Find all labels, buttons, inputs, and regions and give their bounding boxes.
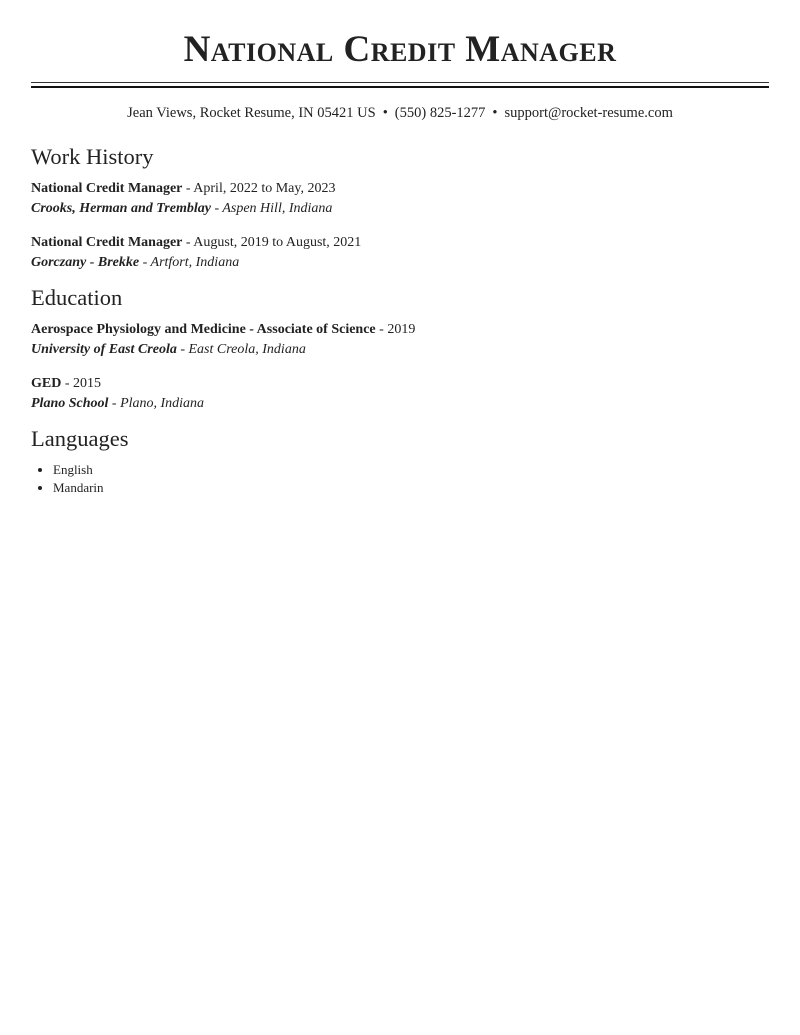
section-title-languages: Languages: [31, 426, 129, 451]
job-dates: - August, 2019 to August, 2021: [182, 235, 362, 250]
company-name: Gorczany - Brekke: [31, 255, 140, 270]
languages-list: [31, 461, 104, 497]
section-title-work-history: Work History: [31, 144, 154, 169]
language-item: • Mandarin: [53, 479, 104, 497]
company-location: - Artfort, Indiana: [139, 255, 240, 270]
school-name: University of East Creola: [31, 342, 177, 357]
degree-year: - 2015: [61, 376, 102, 391]
page-title: National Credit Manager: [183, 29, 617, 70]
bullet-separator: •: [492, 105, 498, 121]
contact-address: Jean Views, Rocket Resume, IN 05421 US: [127, 105, 376, 121]
resume-page: [31, 0, 769, 495]
work-entry: [31, 233, 361, 273]
work-entry: [31, 179, 335, 219]
company-location: - Aspen Hill, Indiana: [210, 201, 333, 216]
section-title-education: Education: [31, 285, 123, 310]
language-item: • English: [53, 461, 104, 479]
header-divider-thick: [31, 86, 769, 88]
job-title: National Credit Manager: [31, 181, 183, 196]
header-divider-thin: [31, 82, 769, 83]
education-entry: [31, 320, 415, 360]
education-entry: [31, 374, 204, 414]
bullet-separator: •: [382, 105, 388, 121]
contact-phone: (550) 825-1277: [394, 105, 486, 121]
school-location: - Plano, Indiana: [108, 396, 205, 411]
school-name: Plano School: [31, 396, 109, 411]
degree-name: Aerospace Physiology and Medicine - Associate of Science: [31, 322, 376, 337]
degree-year: - 2019: [375, 322, 416, 337]
job-dates: - April, 2022 to May, 2023: [182, 181, 336, 196]
job-title: National Credit Manager: [31, 235, 183, 250]
degree-name: GED: [31, 376, 62, 391]
school-location: - East Creola, Indiana: [176, 342, 306, 357]
contact-line: [31, 104, 769, 122]
company-name: Crooks, Herman and Tremblay: [31, 201, 211, 216]
contact-email[interactable]: support@rocket-resume.com: [504, 105, 673, 121]
